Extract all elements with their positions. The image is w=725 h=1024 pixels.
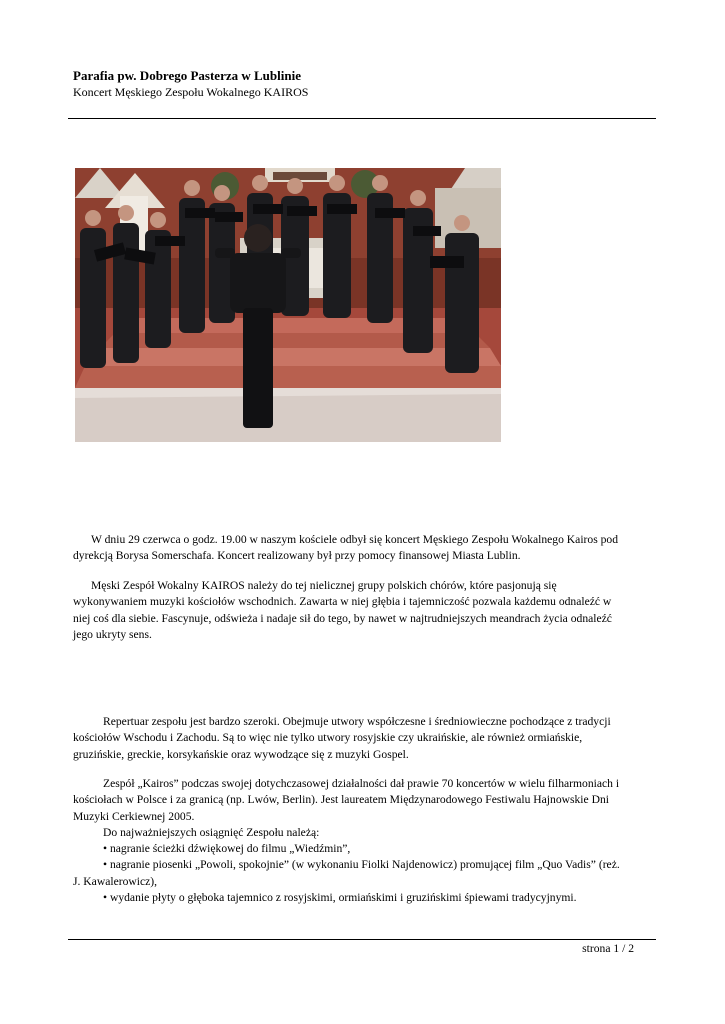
footer-divider bbox=[68, 939, 656, 940]
text-line: niej coś dla siebie. Fascynuje, odświeża i nadaje sił do tego, by nawet w najtrudniejszych meandrach życia odnaleźć bbox=[73, 611, 612, 625]
paragraph-concert-info bbox=[73, 532, 653, 565]
list-item: • nagranie piosenki „Powoli, spokojnie” (w wykonaniu Fiolki Najdenowicz) promującej film „Quo Vadis” (reż. bbox=[103, 858, 620, 872]
paragraph-ensemble-description bbox=[73, 578, 653, 643]
choir-photo bbox=[75, 168, 501, 442]
text-line: Do najważniejszych osiągnięć Zespołu należą: bbox=[103, 825, 320, 839]
parish-title: Parafia pw. Dobrego Pasterza w Lublinie bbox=[73, 68, 301, 83]
document-subtitle: Koncert Męskiego Zespołu Wokalnego KAIROS bbox=[73, 85, 309, 99]
text-line: gruzińskie, greckie, korsykańskie oraz wywodzące się z muzyki Gospel. bbox=[73, 747, 409, 761]
paragraph-repertoire bbox=[73, 714, 653, 763]
text-line: jego ukryty sens. bbox=[73, 627, 152, 641]
list-item: • wydanie płyty o głęboka tajemnico z rosyjskimi, ormiańskimi i gruzińskimi śpiewami tradycyjnymi. bbox=[103, 891, 577, 905]
text-line: Męski Zespół Wokalny KAIROS należy do tej nielicznej grupy polskich chórów, które pasjonują się bbox=[91, 579, 557, 592]
header-divider bbox=[68, 118, 656, 119]
text-line: kościołów Wschodu i Zachodu. Są to więc nie tylko utwory rosyjskie czy ukraińskie, ale również ormiańskie, bbox=[73, 731, 583, 745]
text-line: Muzyki Cerkiewnej 2005. bbox=[73, 809, 195, 823]
text-line: Repertuar zespołu jest bardzo szeroki. Obejmuje utwory współczesne i średniowieczne pochodzące z tradycji bbox=[103, 715, 611, 728]
text-line: Zespół „Kairos” podczas swojej dotychczasowej działalności dał prawie 70 koncertów w wielu filharmoniach i bbox=[103, 777, 620, 790]
page-number: strona 1 / 2 bbox=[582, 942, 634, 955]
text-line: wykonywaniem muzyki kościołów wschodnich. Zawarta w niej głębia i tajemniczość pozwala każdemu odnaleźć w bbox=[73, 595, 612, 609]
text-line: kościołach w Polsce i za granicą (np. Lwów, Berlin). Jest laureatem Międzynarodowego Festiwalu Hajnowskie Dni bbox=[73, 793, 609, 807]
text-line: W dniu 29 czerwca o godz. 19.00 w naszym kościele odbył się koncert Męskiego Zespołu Wokalnego Kairos pod bbox=[91, 533, 618, 546]
paragraph-achievements bbox=[73, 776, 653, 906]
list-item-continuation: J. Kawalerowicz), bbox=[73, 874, 158, 888]
list-item: • nagranie ścieżki dźwiękowej do filmu „Wiedźmin”, bbox=[103, 842, 351, 856]
text-line: dyrekcją Borysa Somerschafa. Koncert realizowany był przy pomocy finansowej Miasta Lublin. bbox=[73, 549, 521, 563]
